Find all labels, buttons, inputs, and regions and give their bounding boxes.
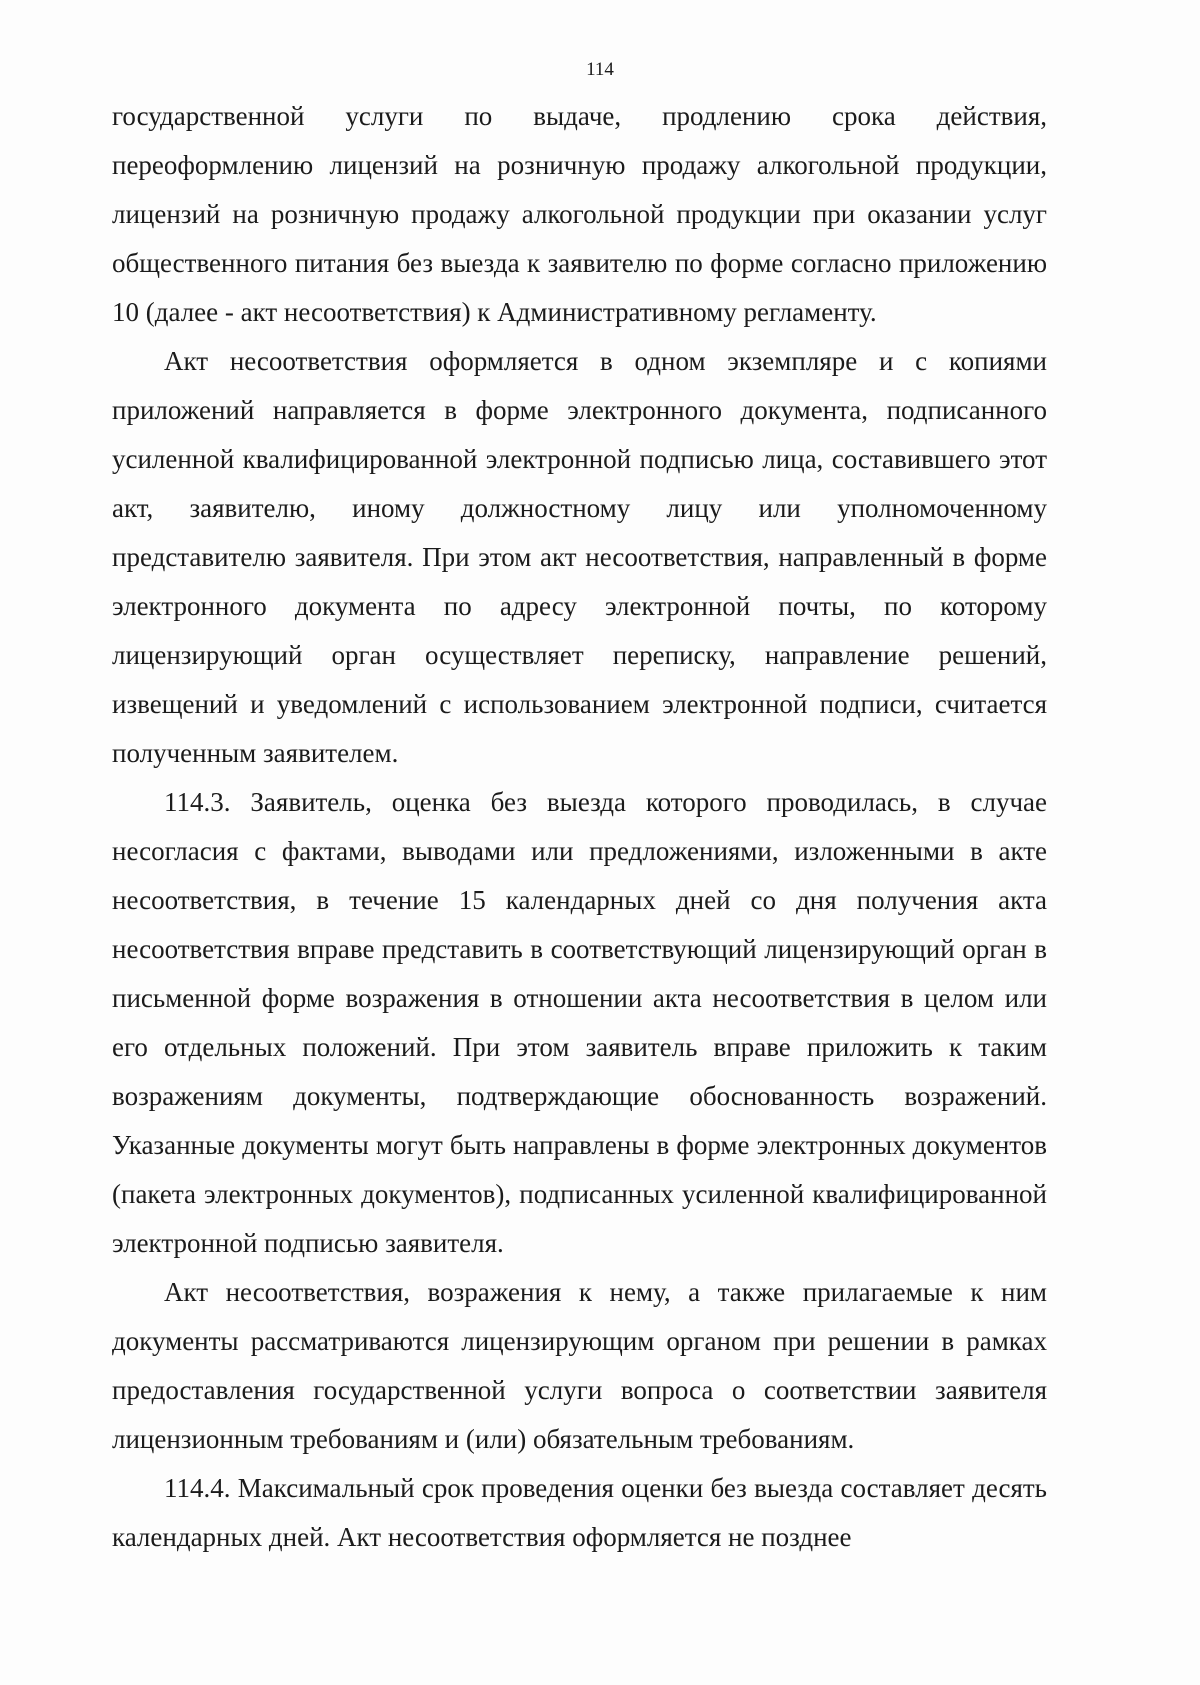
paragraph-114-4: 114.4. Максимальный срок проведения оценки без выезда составляет десять календарных дней. Акт несоответствия оформляется не позднее (112, 1473, 1047, 1552)
page-number: 114 (586, 59, 614, 80)
paragraph-114-3: 114.3. Заявитель, оценка без выезда которого проводилась, в случае несогласия с фактами, выводами или предложениями, изложенными в акте несоответствия, в течение 15 календарных дней со дня получения акта несоответствия вправе представить в соответствующий лицензирующий орган в письменной форме возражения в отношении акта несоответствия в целом или его отдельных положений. При этом заявитель вправе приложить к таким возражениям документы, подтверждающие обоснованность возражений. Указанные документы могут быть направлены в форме электронных документов (пакета электронных документов), подписанных усиленной квалифицированной электронной подписью заявителя. (112, 787, 1047, 1258)
paragraph-act-nonconformity: Акт несоответствия оформляется в одном экземпляре и с копиями приложений направляется в форме электронного документа, подписанного усиленной квалифицированной электронной подписью лица, составившего этот акт, заявителю, иному должностному лицу или уполномоченному представителю заявителя. При этом акт несоответствия, направленный в форме электронного документа по адресу электронной почты, по которому лицензирующий орган осуществляет переписку, направление решений, извещений и уведомлений с использованием электронной подписи, считается полученным заявителем. (112, 346, 1047, 768)
document-body (112, 92, 1047, 1562)
paragraph-continuation: государственной услуги по выдаче, продлению срока действия, переоформлению лицензий на розничную продажу алкогольной продукции, лицензий на розничную продажу алкогольной продукции при оказании услуг общественного питания без выезда к заявителю по форме согласно приложению 10 (далее - акт несоответствия) к Административному регламенту. (112, 101, 1047, 327)
paragraph-act-review: Акт несоответствия, возражения к нему, а также прилагаемые к ним документы рассматриваются лицензирующим органом при решении в рамках предоставления государственной услуги вопроса о соответствии заявителя лицензионным требованиям и (или) обязательным требованиям. (112, 1277, 1047, 1454)
